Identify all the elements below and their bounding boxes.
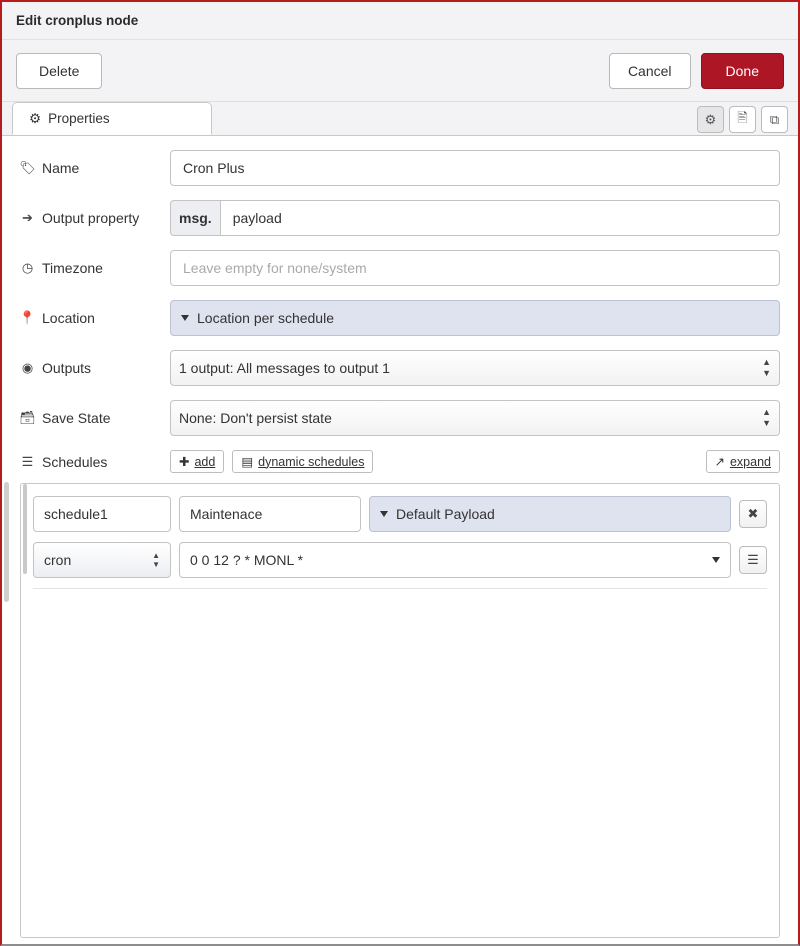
schedule-topic-field[interactable] [179,496,361,532]
name-field[interactable] [170,150,780,186]
row-timezone [20,250,780,286]
schedule-payload-select[interactable] [369,496,731,532]
clock-icon: ◷ [21,260,34,275]
stepper-arrows-icon: ▲ ▼ [762,407,771,428]
tab-icon-buttons [697,106,788,133]
add-schedule-label: add [194,454,216,469]
database-icon: 🗃 [19,410,36,425]
schedules-header [20,450,780,473]
tab-bar [2,102,798,136]
outputs-select-value: 1 output: All messages to output 1 [179,360,390,376]
expand-label: expand [729,454,771,469]
save-state-select-wrap [170,400,780,436]
schedules-label: Schedules [42,453,108,470]
chevron-down-icon [181,315,189,321]
schedule-row-bottom [33,542,767,578]
expand-icon: ↗ [714,455,725,469]
name-label: Name [42,160,80,176]
dynamic-schedules-label: dynamic schedules [258,454,365,469]
schedule-menu-button[interactable] [739,546,767,574]
msg-prefix[interactable]: msg. [170,200,220,236]
schedule-type-value: cron [44,552,72,568]
properties-form [2,136,798,938]
gear-icon: ⚙ [29,110,42,126]
tag-icon: 🏷 [19,160,36,175]
output-property-label: Output property [42,210,140,226]
row-outputs [20,350,780,386]
schedule-name-value: schedule1 [44,506,108,522]
expand-button[interactable] [706,450,781,473]
output-property-label-group [20,210,170,226]
circle-dot-icon: ◉ [21,360,34,375]
schedule-expression-value: 0 0 12 ? * MONL * [190,552,304,568]
stepper-arrows-icon: ▲ ▼ [152,550,160,569]
dialog-titlebar [2,2,798,40]
schedules-panel [20,483,780,938]
add-schedule-button[interactable] [170,450,224,473]
location-label: Location [42,310,95,326]
delete-button[interactable]: Delete [16,53,102,89]
location-select-value: Location per schedule [197,310,334,326]
schedules-actions [170,450,373,473]
save-state-select[interactable] [170,400,780,436]
schedule-divider [33,588,767,589]
row-output-property [20,200,780,236]
row-location [20,300,780,336]
pin-icon: 📍 [19,310,36,325]
page-title: Edit cronplus node [16,13,139,28]
table-icon: ▤ [241,455,254,469]
output-property-input[interactable] [231,209,769,227]
chevron-down-icon [380,511,388,517]
name-input[interactable] [181,159,769,177]
toolbar-right-group [609,53,784,89]
arrow-right-icon: ➔ [22,210,33,225]
done-button[interactable]: Done [701,53,784,89]
schedule-payload-value: Default Payload [396,506,495,522]
chevron-down-icon[interactable] [712,557,720,563]
location-select[interactable] [170,300,780,336]
delete-schedule-button[interactable] [739,500,767,528]
timezone-label: Timezone [42,260,103,276]
tab-properties[interactable] [12,102,212,135]
schedule-type-select[interactable] [33,542,171,578]
cancel-button[interactable]: Cancel [609,53,691,89]
save-state-select-value: None: Don't persist state [179,410,332,426]
save-state-label-group [20,410,170,426]
stepper-arrows-icon: ▲ ▼ [762,357,771,378]
schedules-label-group [20,454,170,470]
outputs-select-wrap [170,350,780,386]
timezone-label-group [20,260,170,276]
schedules-scrollbar[interactable] [23,484,27,574]
plus-icon: ✚ [179,455,190,469]
description-icon-button[interactable]: 🖹 [729,106,756,133]
name-label-group [20,160,170,176]
schedule-expression-field[interactable] [179,542,731,578]
list-icon: ☰ [21,453,34,469]
dialog-resize-handle[interactable] [4,482,9,602]
schedule-name-field[interactable] [33,496,171,532]
hamburger-icon: ☰ [747,552,759,567]
appearance-icon-button[interactable]: ⧉ [761,106,788,133]
schedule-row-top [33,496,767,532]
row-save-state [20,400,780,436]
tab-properties-label: Properties [48,111,110,126]
location-label-group [20,310,170,326]
dynamic-schedules-button[interactable] [232,450,373,473]
timezone-field[interactable] [170,250,780,286]
save-state-label: Save State [42,410,111,426]
timezone-input[interactable] [181,259,769,277]
gear-icon-button[interactable]: ⚙ [697,106,724,133]
outputs-label: Outputs [42,360,92,376]
output-property-field[interactable] [220,200,780,236]
close-icon: ✖ [747,506,759,521]
dialog-toolbar [2,40,798,102]
schedule-topic-value: Maintenace [190,506,263,522]
outputs-select[interactable] [170,350,780,386]
row-name [20,150,780,186]
outputs-label-group [20,360,170,376]
